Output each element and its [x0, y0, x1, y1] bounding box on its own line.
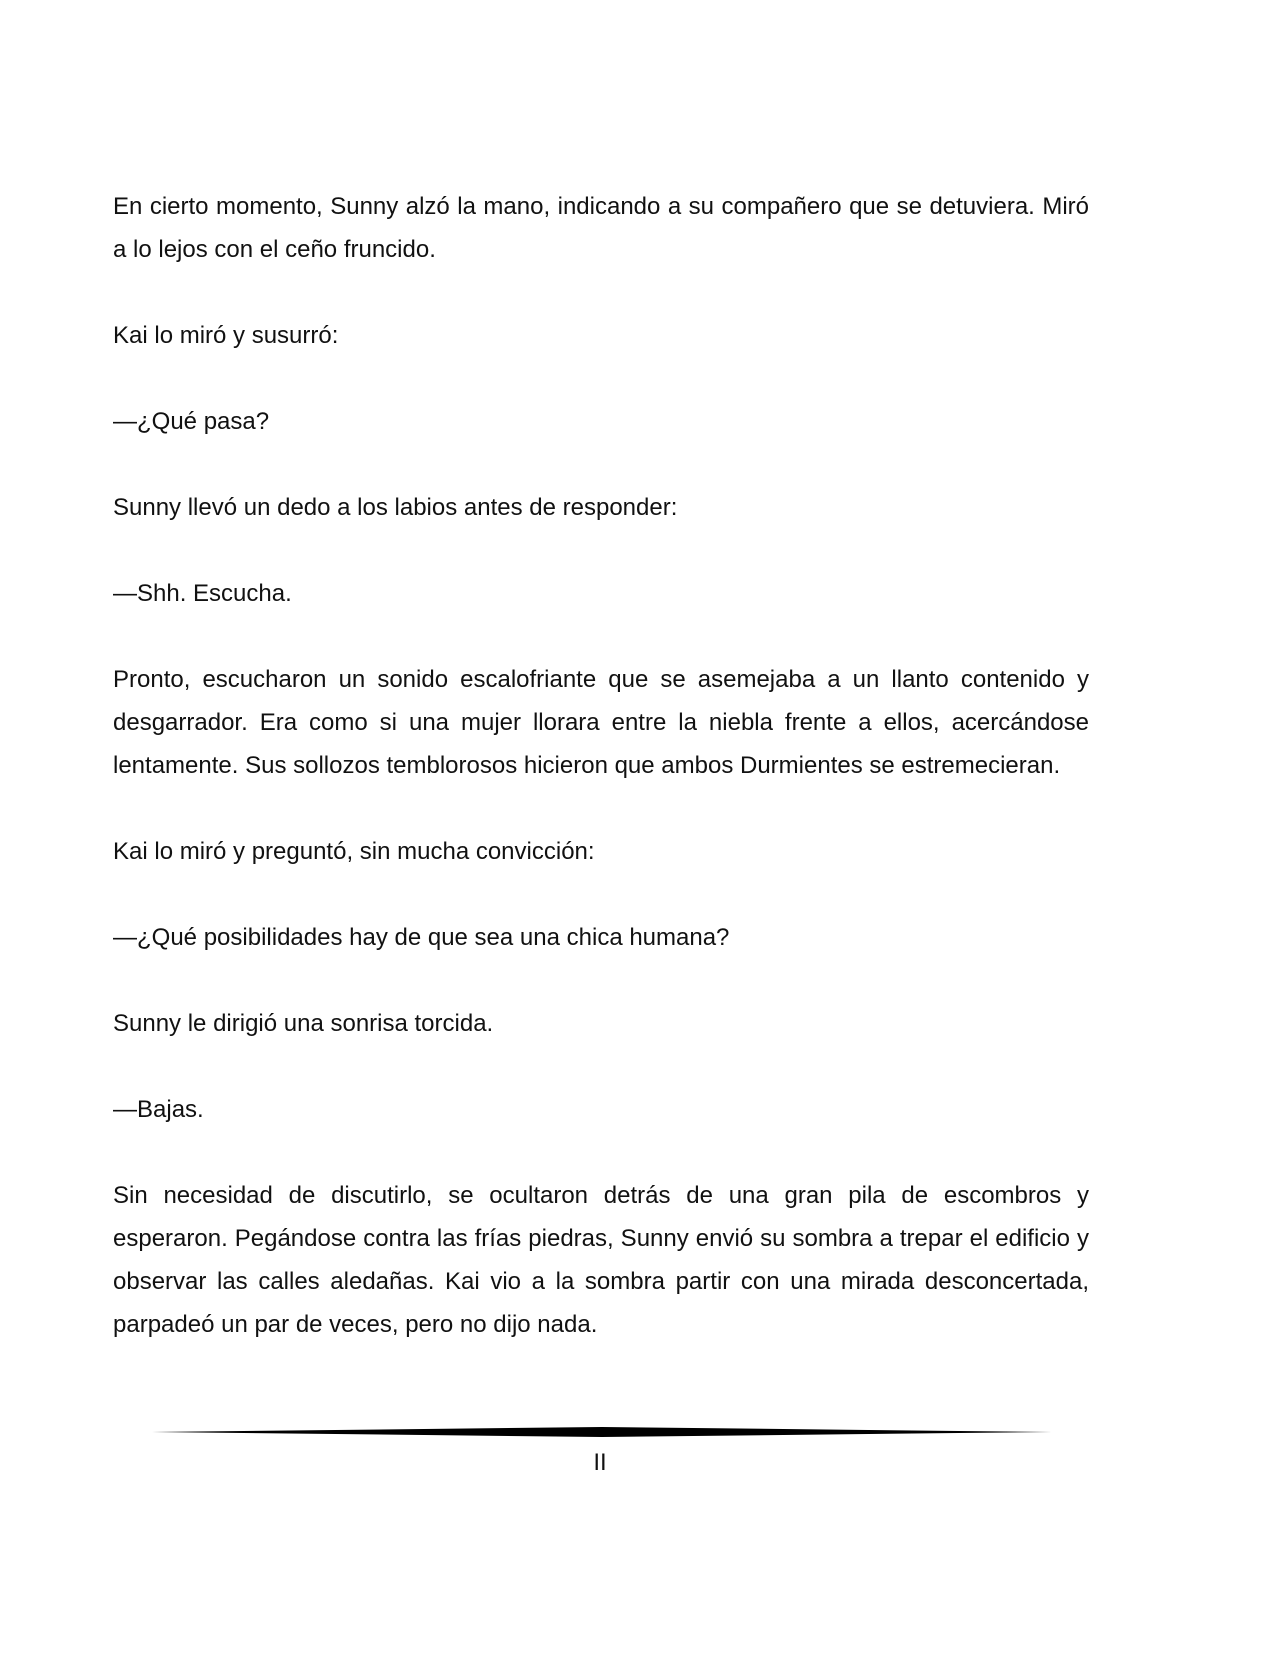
- body-text: [113, 185, 1089, 1346]
- paragraph: —¿Qué pasa?: [113, 408, 270, 435]
- paragraph: En cierto momento, Sunny alzó la mano, indicando a su compañero que se detuviera. Miró a lo lejos con el ceño fruncido.: [113, 193, 1089, 263]
- paragraph: Kai lo miró y preguntó, sin mucha convicción:: [113, 838, 595, 865]
- page-number: II: [593, 1449, 607, 1476]
- paragraph: —¿Qué posibilidades hay de que sea una chica humana?: [113, 924, 730, 951]
- decorative-divider: [152, 1425, 1052, 1439]
- paragraph: Kai lo miró y susurró:: [113, 322, 339, 349]
- paragraph: Sin necesidad de discutirlo, se ocultaron detrás de una gran pila de escombros y esperaron. Pegándose contra las frías piedras, Sunny envió su sombra a trepar el edificio y observar las calles aledañas. Kai vio a la sombra partir con una mirada desconcertada, parpadeó un par de veces, pero no dijo nada.: [113, 1182, 1089, 1338]
- paragraph: Sunny llevó un dedo a los labios antes de responder:: [113, 494, 678, 521]
- paragraph: —Bajas.: [113, 1096, 204, 1123]
- paragraph: Sunny le dirigió una sonrisa torcida.: [113, 1010, 494, 1037]
- paragraph: —Shh. Escucha.: [113, 580, 292, 607]
- paragraph: Pronto, escucharon un sonido escalofriante que se asemejaba a un llanto contenido y desgarrador. Era como si una mujer llorara entre la niebla frente a ellos, acercándose lentamente. Sus sollozos temblorosos hicieron que ambos Durmientes se estremecieran.: [113, 666, 1089, 779]
